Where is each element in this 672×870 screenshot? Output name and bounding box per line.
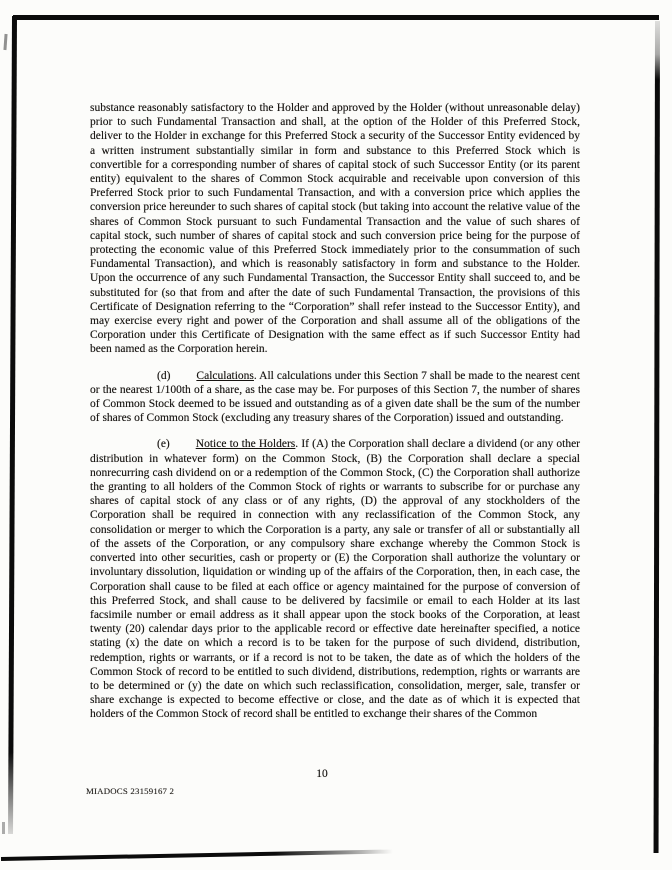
clause-label-d: (d) bbox=[157, 369, 171, 382]
scan-border-bottom bbox=[1, 849, 393, 861]
page-number: 10 bbox=[316, 768, 328, 780]
scan-border-left bbox=[8, 16, 17, 834]
scan-smudge bbox=[3, 34, 7, 50]
scan-border-right bbox=[654, 21, 660, 853]
document-id-footer: MIADOCS 23159167 2 bbox=[86, 786, 175, 796]
paragraph-continuation: substance reasonably satisfactory to the Holder and approved by the Holder (without unreasonable delay) prior to such Fundamental Transaction and shall, at the option of the Holder of this Preferred Stock, deliver to the Holder in exchange for this Preferred Stock a security of the Successor Entity evidenced by a written instrument substantially similar in form and substance to this Preferred Stock which is convertible for a corresponding number of shares of capital stock of such Successor Entity (or its parent entity) equivalent to the shares of Common Stock acquirable and receivable upon conversion of this Preferred Stock prior to such Fundamental Transaction, and with a conversion price which applies the conversion price hereunder to such shares of capital stock (but taking into account the relative value of the shares of Common Stock pursuant to such Fundamental Transaction and the value of such shares of capital stock, such number of shares of capital stock and such conversion price being for the purpose of protecting the economic value of this Preferred Stock immediately prior to the consummation of such Fundamental Transaction), and which is reasonably satisfactory in form and substance to the Holder. Upon the occurrence of any such Fundamental Transaction, the Successor Entity shall succeed to, and be substituted for (so that from and after the date of such Fundamental Transaction, the provisions of this Certificate of Designation referring to the “Corporation” shall refer instead to the Successor Entity), and may exercise every right and power of the Corporation and shall assume all of the obligations of the Corporation under this Certificate of Designation with the same effect as if such Successor Entity had been named as the Corporation herein. bbox=[90, 102, 580, 356]
clause-text-e: . If (A) the Corporation shall declare a dividend (or any other distribution in whatever form) on the Common Stock, (B) the Corporation shall declare a special nonrecurring cash dividend on or a redemption of the Common Stock, (C) the Corporation shall authorize the granting to all holders of the Common Stock of rights or warrants to subscribe for or purchase any shares of capital stock of any class or of any rights, (D) the approval of any stockholders of the Corporation shall be required in connection with any reclassification of the Common Stock, any consolidation or merger to which the Corporation is a party, any sale or transfer of all or substantially all of the assets of the Corporation, or any compulsory share exchange whereby the Common Stock is converted into other securities, cash or property or (E) the Corporation shall authorize the voluntary or involuntary dissolution, liquidation or winding up of the affairs of the Corporation, then, in each case, the Corporation shall cause to be filed at each office or agency maintained for the purpose of conversion of this Preferred Stock, and shall cause to be delivered by facsimile or email to each Holder at its last facsimile number or email address as it shall appear upon the stock books of the Corporation, at least twenty (20) calendar days prior to the applicable record or effective date hereinafter specified, a notice stating (x) the date on which a record is to be taken for the purpose of such dividend, distribution, redemption, rights or warrants, or if a record is not to be taken, the date as of which the holders of the Common Stock of record to be entitled to such dividend, distributions, redemption, rights or warrants are to be determined or (y) the date on which such reclassification, consolidation, merger, sale, transfer or share exchange is expected to become effective or close, and the date as of which it is expected that holders of the Common Stock of record shall be entitled to exchange their shares of the Common bbox=[90, 438, 581, 721]
clause-text-d: . All calculations under this Section 7 shall be made to the nearest cent or the nearest 1/100th of a share, as the case may be. For purposes of this Section 7, the number of shares of Common Stock deemed to be issued and outstanding as of a given date shall be the sum of the number of shares of Common Stock (excluding any treasury shares of the Corporation) issued and outstanding. bbox=[90, 369, 580, 425]
document-body bbox=[90, 101, 580, 722]
clause-heading-notice: Notice to the Holders bbox=[195, 438, 296, 451]
scan-smudge bbox=[2, 822, 5, 834]
paragraph-e-notice-to-holders bbox=[90, 437, 580, 721]
paragraph-d-calculations bbox=[90, 369, 580, 426]
clause-label-e: (e) bbox=[157, 438, 170, 451]
clause-heading-calculations: Calculations bbox=[196, 369, 254, 382]
scan-border-top bbox=[13, 15, 659, 20]
